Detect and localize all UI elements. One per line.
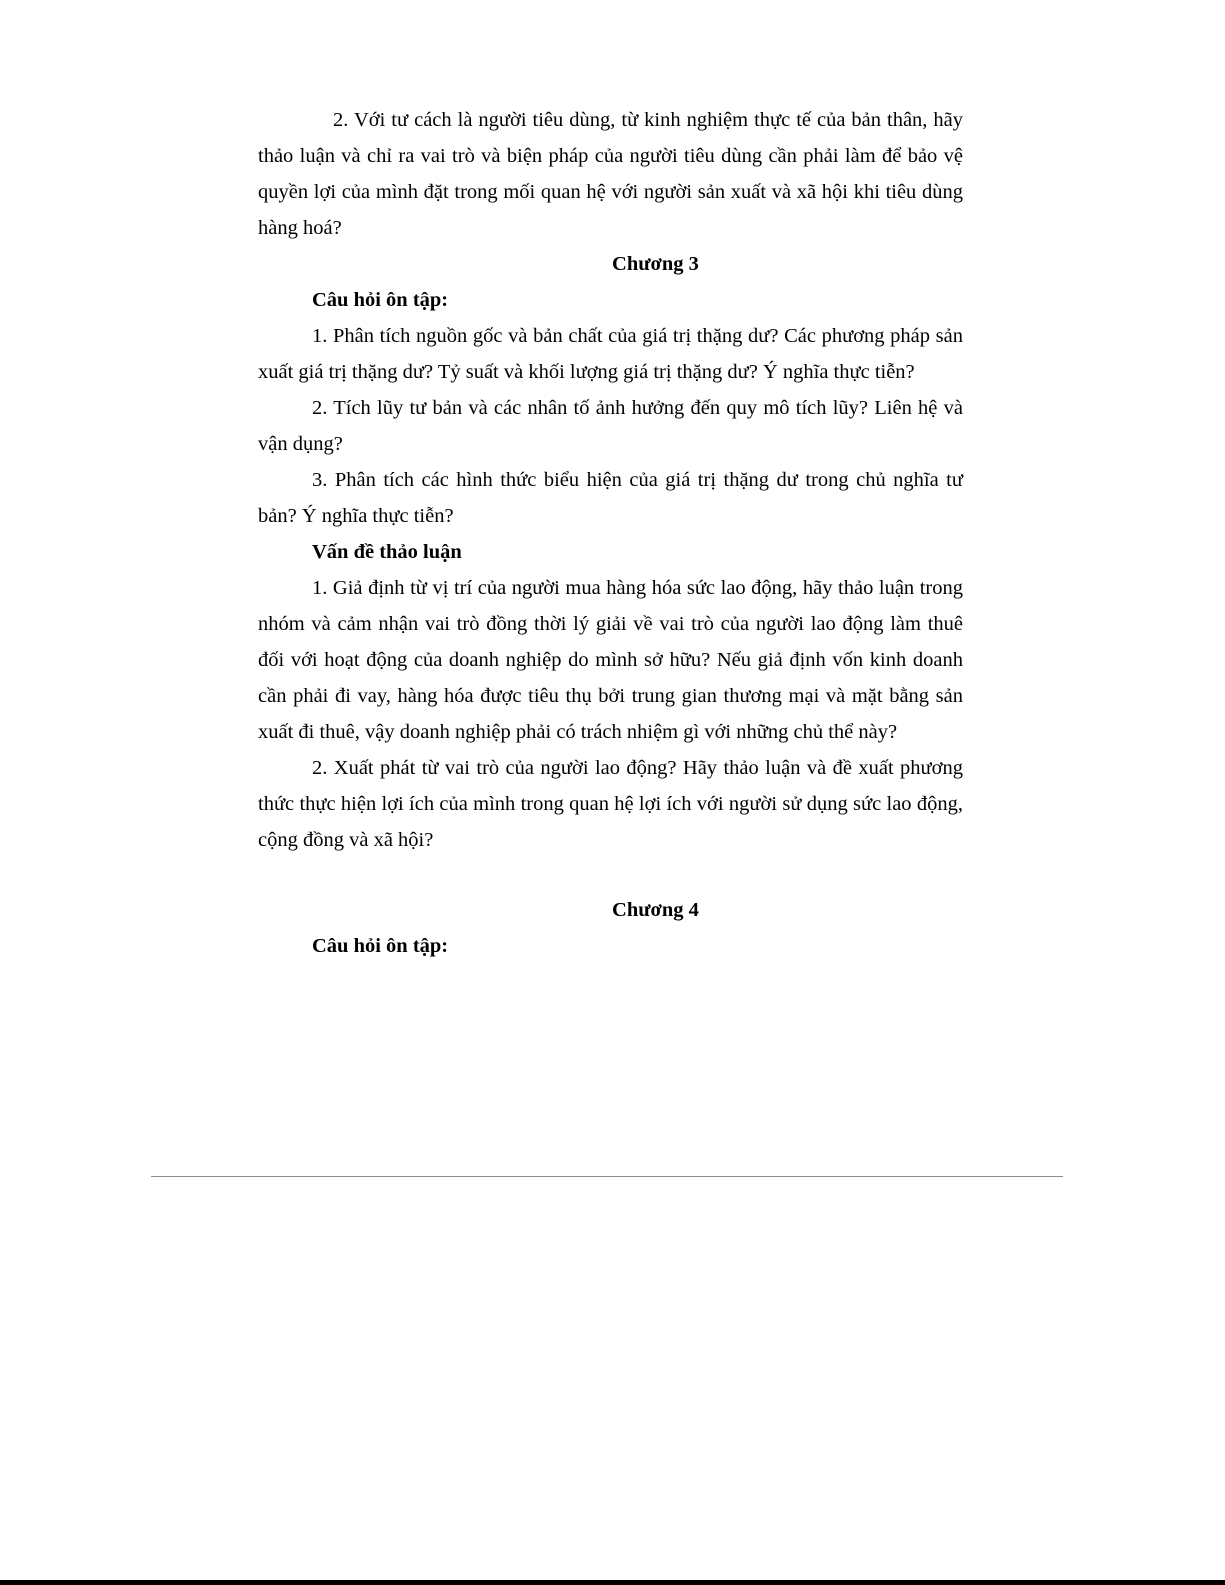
chapter-3-title: Chương 3	[612, 253, 699, 275]
bottom-edge-bar	[0, 1580, 1225, 1585]
review-question-1: 1. Phân tích nguồn gốc và bản chất của giá trị thặng dư? Các phương pháp sản xuất giá trị thặng dư? Tỷ suất và khối lượng giá trị thặng dư? Ý nghĩa thực tiễn?	[258, 325, 963, 383]
review-question-3: 3. Phân tích các hình thức biểu hiện của giá trị thặng dư trong chủ nghĩa tư bản? Ý nghĩa thực tiễn?	[258, 469, 963, 527]
chapter-3-discussion-heading: Vấn đề thảo luận	[312, 541, 462, 563]
chapter-3-review-heading: Câu hỏi ôn tập:	[312, 289, 449, 311]
review-question-2: 2. Tích lũy tư bản và các nhân tố ảnh hưởng đến quy mô tích lũy? Liên hệ và vận dụng?	[258, 397, 963, 455]
paragraph-consumer-question: 2. Với tư cách là người tiêu dùng, từ kinh nghiệm thực tế của bản thân, hãy thảo luận và chỉ ra vai trò và biện pháp của người tiêu dùng cần phải làm để bảo vệ quyền lợi của mình đặt trong mối quan hệ với người sản xuất và xã hội khi tiêu dùng hàng hoá?	[258, 109, 963, 239]
page-divider-line	[151, 1176, 1063, 1177]
document-page	[258, 102, 963, 964]
chapter-4-review-heading: Câu hỏi ôn tập:	[312, 935, 449, 957]
discussion-question-2: 2. Xuất phát từ vai trò của người lao động? Hãy thảo luận và đề xuất phương thức thực hiện lợi ích của mình trong quan hệ lợi ích với người sử dụng sức lao động, cộng đồng và xã hội?	[258, 757, 963, 851]
discussion-question-1: 1. Giả định từ vị trí của người mua hàng hóa sức lao động, hãy thảo luận trong nhóm và cảm nhận vai trò đồng thời lý giải về vai trò của người lao động làm thuê đối với hoạt động của doanh nghiệp do mình sở hữu? Nếu giả định vốn kinh doanh cần phải đi vay, hàng hóa được tiêu thụ bởi trung gian thương mại và mặt bằng sản xuất đi thuê, vậy doanh nghiệp phải có trách nhiệm gì với những chủ thể này?	[258, 577, 963, 743]
chapter-4-title: Chương 4	[612, 899, 699, 921]
